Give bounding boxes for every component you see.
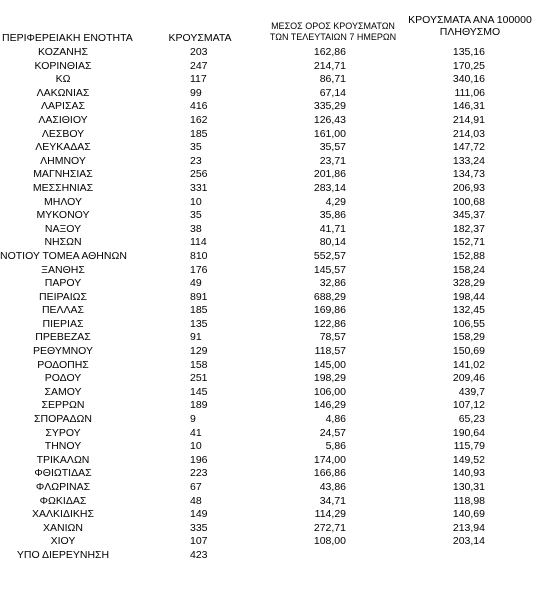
cell-region: ΛΑΡΙΣΑΣ	[41, 100, 85, 113]
cell-region: ΧΑΛΚΙΔΙΚΗΣ	[32, 508, 94, 521]
cell-cases-per-100000: 209,46	[452, 372, 485, 385]
cell-cases-per-100000: 213,94	[452, 521, 485, 534]
cell-seven-day-average: 161,00	[313, 127, 346, 140]
cell-region: ΜΑΓΝΗΣΙΑΣ	[33, 168, 93, 181]
table-row	[0, 359, 537, 373]
cell-region: ΤΗΝΟΥ	[44, 440, 82, 453]
cell-seven-day-average: 34,71	[319, 494, 346, 507]
cell-region: ΧΑΝΙΩΝ	[43, 521, 83, 534]
cell-seven-day-average: 283,14	[313, 181, 346, 194]
cell-seven-day-average: 145,57	[313, 263, 346, 276]
cell-cases: 99	[190, 86, 202, 99]
cell-seven-day-average: 32,86	[319, 277, 346, 290]
cell-cases-per-100000: 65,23	[458, 413, 485, 426]
cell-cases-per-100000: 345,37	[452, 209, 485, 222]
cell-cases: 203	[190, 46, 208, 58]
cell-region: ΦΛΩΡΙΝΑΣ	[35, 481, 91, 493]
cell-seven-day-average: 118,57	[314, 345, 346, 358]
cell-region: ΛΕΣΒΟΥ	[41, 127, 85, 140]
table-row	[0, 236, 537, 250]
cell-seven-day-average: 41,71	[319, 222, 346, 235]
table-row	[0, 46, 537, 60]
cell-cases: 9	[190, 413, 196, 426]
table-row	[0, 508, 537, 522]
cell-cases-per-100000: 115,79	[453, 440, 485, 453]
cell-seven-day-average: 272,71	[313, 521, 346, 534]
cell-seven-day-average: 35,86	[319, 209, 346, 222]
cell-cases: 416	[190, 100, 208, 113]
cell-cases-per-100000: 141,02	[452, 358, 485, 371]
cell-cases: 162	[190, 113, 208, 126]
cell-cases: 10	[190, 195, 202, 208]
cell-cases-per-100000: 152,88	[452, 249, 485, 262]
table-row	[0, 304, 537, 318]
cell-seven-day-average: 166,86	[313, 467, 346, 480]
cell-region: ΚΟΡΙΝΘΙΑΣ	[34, 59, 92, 72]
cell-cases: 176	[190, 263, 208, 276]
table-row	[0, 60, 537, 74]
cell-region: ΡΟΔΟΥ	[44, 372, 82, 385]
cell-cases: 251	[190, 372, 208, 385]
cell-cases: 10	[190, 440, 202, 453]
table-row	[0, 495, 537, 509]
cell-seven-day-average: 35,57	[319, 141, 346, 154]
cell-seven-day-average: 67,14	[319, 86, 346, 99]
cell-seven-day-average: 174,00	[313, 453, 346, 466]
cell-cases: 117	[190, 73, 207, 86]
cell-cases-per-100000: 140,69	[452, 508, 485, 521]
cell-cases-per-100000: 132,45	[452, 304, 485, 317]
header-cases-per-100000	[400, 14, 537, 38]
cell-region: ΡΟΔΟΠΗΣ	[37, 358, 89, 371]
table-row	[0, 87, 537, 101]
cell-cases-per-100000: 100,68	[452, 195, 485, 208]
table-row	[0, 549, 537, 563]
cell-cases-per-100000: 146,31	[452, 100, 485, 113]
cell-region: ΠΕΛΛΑΣ	[41, 304, 85, 317]
cell-cases: 41	[190, 426, 202, 439]
header-per-line-1: ΚΡΟΥΣΜΑΤΑ ΑΝΑ 100000	[408, 14, 532, 26]
table-row	[0, 535, 537, 549]
cell-cases-per-100000: 111,06	[454, 86, 485, 99]
cell-cases: 810	[190, 249, 208, 262]
cell-seven-day-average: 169,86	[313, 304, 346, 317]
cell-region: ΠΙΕΡΙΑΣ	[42, 317, 84, 330]
cell-cases: 196	[190, 453, 208, 466]
cell-cases-per-100000: 130,31	[452, 481, 485, 493]
table-row	[0, 209, 537, 223]
cell-cases: 185	[190, 304, 208, 317]
table-row	[0, 291, 537, 305]
cell-seven-day-average: 78,57	[319, 331, 346, 344]
cell-seven-day-average: 4,86	[325, 413, 346, 426]
cell-cases: 38	[190, 222, 202, 235]
cell-region: ΡΕΘΥΜΝΟΥ	[32, 345, 93, 358]
cell-seven-day-average: 162,86	[313, 46, 346, 58]
cell-cases-per-100000: 214,03	[452, 127, 485, 140]
cell-region: ΧΙΟΥ	[50, 535, 76, 548]
table-row	[0, 264, 537, 278]
cell-cases: 189	[190, 399, 208, 412]
cell-region: ΣΑΜΟΥ	[44, 385, 82, 398]
cell-seven-day-average: 43,86	[319, 481, 346, 493]
cell-seven-day-average: 5,86	[325, 440, 346, 453]
cell-cases: 158	[190, 358, 208, 371]
cell-cases: 335	[190, 521, 208, 534]
table-row	[0, 454, 537, 468]
table-row	[0, 345, 537, 359]
cell-region: ΠΑΡΟΥ	[44, 277, 82, 290]
cell-cases-per-100000: 439,7	[458, 385, 485, 398]
cell-region: ΝΟΤΙΟΥ ΤΟΜΕΑ ΑΘΗΝΩΝ	[0, 249, 127, 262]
cell-region: ΛΕΥΚΑΔΑΣ	[35, 141, 91, 154]
cell-cases-per-100000: 118,98	[453, 494, 485, 507]
cell-cases: 247	[190, 59, 208, 72]
table-row	[0, 318, 537, 332]
cell-seven-day-average: 146,29	[313, 399, 346, 412]
cell-seven-day-average: 106,00	[313, 385, 346, 398]
cell-cases: 107	[190, 535, 208, 548]
header-avg-line-1: ΜΕΣΟΣ ΟΡΟΣ ΚΡΟΥΣΜΑΤΩΝ	[271, 21, 395, 31]
cell-seven-day-average: 122,86	[313, 317, 346, 330]
cell-cases-per-100000: 147,72	[452, 141, 485, 154]
cell-region: ΛΑΚΩΝΙΑΣ	[36, 86, 90, 99]
table-row	[0, 522, 537, 536]
cell-cases: 423	[190, 548, 208, 561]
cell-seven-day-average: 24,57	[319, 426, 346, 439]
cell-cases-per-100000: 107,12	[452, 399, 485, 412]
cell-cases: 23	[190, 154, 202, 167]
cell-region: ΠΕΙΡΑΙΩΣ	[39, 290, 87, 303]
cell-region: ΣΥΡΟΥ	[45, 426, 81, 439]
cell-region: ΛΗΜΝΟΥ	[40, 154, 86, 167]
cell-seven-day-average: 126,43	[313, 113, 346, 126]
cell-cases: 35	[190, 141, 202, 154]
cell-region: ΣΕΡΡΩΝ	[41, 399, 85, 412]
cell-cases-per-100000: 190,64	[452, 426, 485, 439]
table-row	[0, 196, 537, 210]
cell-seven-day-average: 86,71	[319, 73, 346, 86]
cell-region: ΞΑΝΘΗΣ	[41, 263, 85, 276]
cell-cases: 145	[190, 385, 208, 398]
table-row	[0, 399, 537, 413]
cell-cases-per-100000: 149,52	[452, 453, 485, 466]
cell-cases-per-100000: 214,91	[452, 113, 485, 126]
cell-region: ΦΩΚΙΔΑΣ	[39, 494, 87, 507]
table-row	[0, 100, 537, 114]
cell-region: ΤΡΙΚΑΛΩΝ	[36, 453, 90, 466]
table-row	[0, 114, 537, 128]
table-header	[0, 0, 537, 46]
cell-cases-per-100000: 106,55	[452, 317, 485, 330]
cell-cases-per-100000: 135,16	[452, 46, 485, 58]
cell-cases: 223	[190, 467, 208, 480]
cell-cases-per-100000: 170,25	[452, 59, 485, 72]
cell-cases: 91	[190, 331, 202, 344]
table-row	[0, 467, 537, 481]
cell-region: ΜΕΣΣΗΝΙΑΣ	[32, 181, 94, 194]
cell-region: ΥΠΟ ΔΙΕΡΕΥΝΗΣΗ	[16, 548, 110, 561]
cell-region: ΝΑΞΟΥ	[44, 222, 82, 235]
cell-seven-day-average: 23,71	[319, 154, 346, 167]
cell-seven-day-average: 201,86	[313, 168, 346, 181]
header-cases: ΚΡΟΥΣΜΑΤΑ	[168, 32, 232, 44]
header-per-line-2: ΠΛΗΘΥΣΜΟ	[439, 26, 501, 38]
cell-cases-per-100000: 150,69	[452, 345, 485, 358]
cell-cases-per-100000: 158,29	[452, 331, 485, 344]
cell-region: ΜΗΛΟΥ	[44, 195, 82, 208]
cell-seven-day-average: 4,29	[325, 195, 346, 208]
table-row	[0, 440, 537, 454]
cell-region: ΜΥΚΟΝΟΥ	[36, 209, 90, 222]
table-row	[0, 73, 537, 87]
cell-region: ΝΗΣΩΝ	[44, 236, 82, 249]
table-row	[0, 331, 537, 345]
cell-cases: 49	[190, 277, 202, 290]
table-row	[0, 372, 537, 386]
cell-cases-per-100000: 340,16	[452, 73, 485, 86]
cell-cases-per-100000: 152,71	[452, 236, 485, 249]
table-row	[0, 386, 537, 400]
cell-cases-per-100000: 140,93	[452, 467, 485, 480]
table-row	[0, 413, 537, 427]
cell-cases: 114	[190, 236, 207, 249]
header-region: ΠΕΡΙΦΕΡΕΙΑΚΗ ΕΝΟΤΗΤΑ	[2, 32, 133, 44]
table-row	[0, 128, 537, 142]
header-seven-day-average	[258, 21, 408, 43]
cell-seven-day-average: 552,57	[313, 249, 346, 262]
cell-cases: 185	[190, 127, 208, 140]
cell-cases-per-100000: 328,29	[452, 277, 485, 290]
cell-cases: 48	[190, 494, 202, 507]
table-row	[0, 141, 537, 155]
table-row	[0, 182, 537, 196]
cell-cases-per-100000: 134,73	[452, 168, 485, 181]
cell-cases: 331	[190, 181, 208, 194]
cell-cases-per-100000: 182,37	[452, 222, 485, 235]
cell-seven-day-average: 80,14	[319, 236, 346, 249]
cell-cases-per-100000: 198,44	[452, 290, 485, 303]
cell-seven-day-average: 688,29	[313, 290, 346, 303]
header-avg-line-2: ΤΩΝ ΤΕΛΕΥΤΑΙΩΝ 7 ΗΜΕΡΩΝ	[269, 32, 397, 42]
cell-region: ΛΑΣΙΘΙΟΥ	[38, 113, 88, 126]
cell-cases: 35	[190, 209, 202, 222]
cell-seven-day-average: 214,71	[313, 59, 346, 72]
cell-region: ΠΡΕΒΕΖΑΣ	[35, 331, 91, 344]
table-row	[0, 481, 537, 495]
cell-cases-per-100000: 203,14	[452, 535, 485, 548]
table-row	[0, 155, 537, 169]
cell-region: ΦΘΙΩΤΙΔΑΣ	[34, 467, 92, 480]
cell-seven-day-average: 145,00	[313, 358, 346, 371]
table-row	[0, 250, 537, 264]
cell-cases: 129	[190, 345, 208, 358]
cell-cases-per-100000: 158,24	[452, 263, 485, 276]
cell-cases: 149	[190, 508, 208, 521]
table-row	[0, 277, 537, 291]
cell-region: ΚΩ	[55, 73, 71, 86]
cell-seven-day-average: 108,00	[313, 535, 346, 548]
cell-seven-day-average: 114,29	[314, 508, 346, 521]
table-body	[0, 46, 537, 563]
cell-region: ΚΟΖΑΝΗΣ	[38, 46, 88, 58]
cell-cases: 891	[190, 290, 208, 303]
cell-cases: 67	[190, 481, 202, 493]
cell-cases: 256	[190, 168, 208, 181]
cell-seven-day-average: 335,29	[313, 100, 346, 113]
table-row	[0, 223, 537, 237]
table-row	[0, 427, 537, 441]
cell-region: ΣΠΟΡΑΔΩΝ	[34, 413, 92, 426]
cell-cases-per-100000: 133,24	[452, 154, 485, 167]
cell-seven-day-average: 198,29	[313, 372, 346, 385]
cell-cases: 135	[190, 317, 208, 330]
table-row	[0, 168, 537, 182]
cell-cases-per-100000: 206,93	[452, 181, 485, 194]
